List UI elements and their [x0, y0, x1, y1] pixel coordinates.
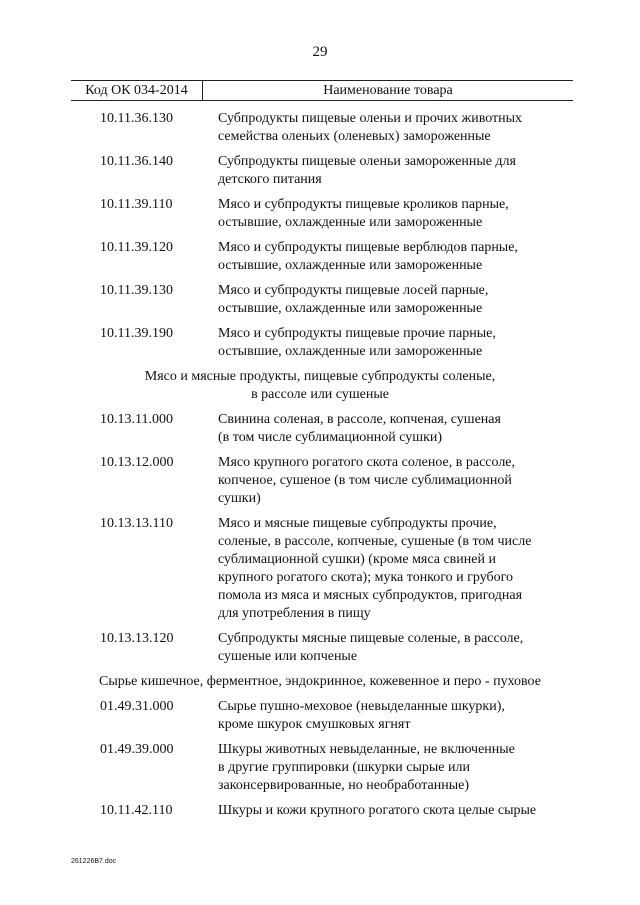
- product-code: 10.11.39.120: [100, 240, 173, 255]
- product-name: Субпродукты пищевые оленьи и прочих животных семейства оленьих (оленевых) замороженные: [218, 111, 523, 144]
- product-code: 10.11.39.190: [100, 326, 173, 341]
- table-row: [0, 196, 640, 232]
- table-row: [0, 239, 640, 275]
- table-body: [0, 110, 640, 827]
- product-name: Субпродукты мясные пищевые соленые, в рассоле, сушеные или копченые: [218, 631, 524, 664]
- page-number: 29: [312, 44, 328, 60]
- product-code: 10.13.12.000: [100, 455, 174, 470]
- header-name-column: Наименование товара: [323, 83, 453, 98]
- product-code: 10.13.11.000: [100, 412, 173, 427]
- group-heading: Сырье кишечное, ферментное, эндокринное, кожевенное и перо - пуховое: [99, 674, 541, 689]
- table-row: [0, 325, 640, 361]
- table-row: [0, 153, 640, 189]
- group-heading: Мясо и мясные продукты, пищевые субпродукты соленые, в рассоле или сушеные: [144, 369, 496, 402]
- document-footer: 261226B7.doc: [71, 858, 117, 865]
- product-code: 10.11.36.130: [100, 111, 173, 126]
- product-code: 01.49.31.000: [100, 699, 174, 714]
- table-row: [0, 110, 640, 146]
- product-code: 10.13.13.120: [100, 631, 174, 646]
- product-name: Шкуры животных невыделанные, не включенные в другие группировки (шкурки сырые или законсервированные, но необработанные): [218, 742, 515, 793]
- table-row: [0, 515, 640, 623]
- product-code: 10.11.36.140: [100, 154, 173, 169]
- product-name: Мясо и субпродукты пищевые верблюдов парные, остывшие, охлажденные или замороженные: [218, 240, 518, 273]
- header-code-column: Код ОК 034-2014: [71, 81, 203, 100]
- product-name: Мясо и субпродукты пищевые лосей парные, остывшие, охлажденные или замороженные: [218, 283, 489, 316]
- table-row: [0, 741, 640, 795]
- table-row: [0, 698, 640, 734]
- product-name: Мясо и мясные пищевые субпродукты прочие, соленые, в рассоле, копченые, сушеные (в том числе сублимационной сушки) (кроме мяса свиней и крупного рогатого скота); мука тонкого и грубого помола из мяса и мясных субпродуктов, пригодная для употребления в пищу: [218, 516, 532, 621]
- table-row: [0, 454, 640, 508]
- product-name: Мясо крупного рогатого скота соленое, в рассоле, копченое, сушеное (в том числе сублимационной сушки): [218, 455, 516, 506]
- product-code: 10.13.13.110: [100, 516, 173, 531]
- product-name: Свинина соленая, в рассоле, копченая, сушеная (в том числе сублимационной сушки): [218, 412, 501, 445]
- table-header: [71, 80, 573, 101]
- product-code: 10.11.39.110: [100, 197, 173, 212]
- product-code: 01.49.39.000: [100, 742, 174, 757]
- product-name: Субпродукты пищевые оленьи замороженные для детского питания: [218, 154, 516, 187]
- table-row: [0, 282, 640, 318]
- product-code: 10.11.42.110: [100, 803, 173, 818]
- product-name: Шкуры и кожи крупного рогатого скота целые сырые: [218, 803, 537, 818]
- table-row: [0, 411, 640, 447]
- product-name: Мясо и субпродукты пищевые прочие парные, остывшие, охлажденные или замороженные: [218, 326, 496, 359]
- product-code: 10.11.39.130: [100, 283, 173, 298]
- product-name: Сырье пушно-меховое (невыделанные шкурки), кроме шкурок смушковых ягнят: [218, 699, 505, 732]
- table-row: [0, 630, 640, 666]
- product-name: Мясо и субпродукты пищевые кроликов парные, остывшие, охлажденные или замороженные: [218, 197, 509, 230]
- table-row: [0, 802, 640, 820]
